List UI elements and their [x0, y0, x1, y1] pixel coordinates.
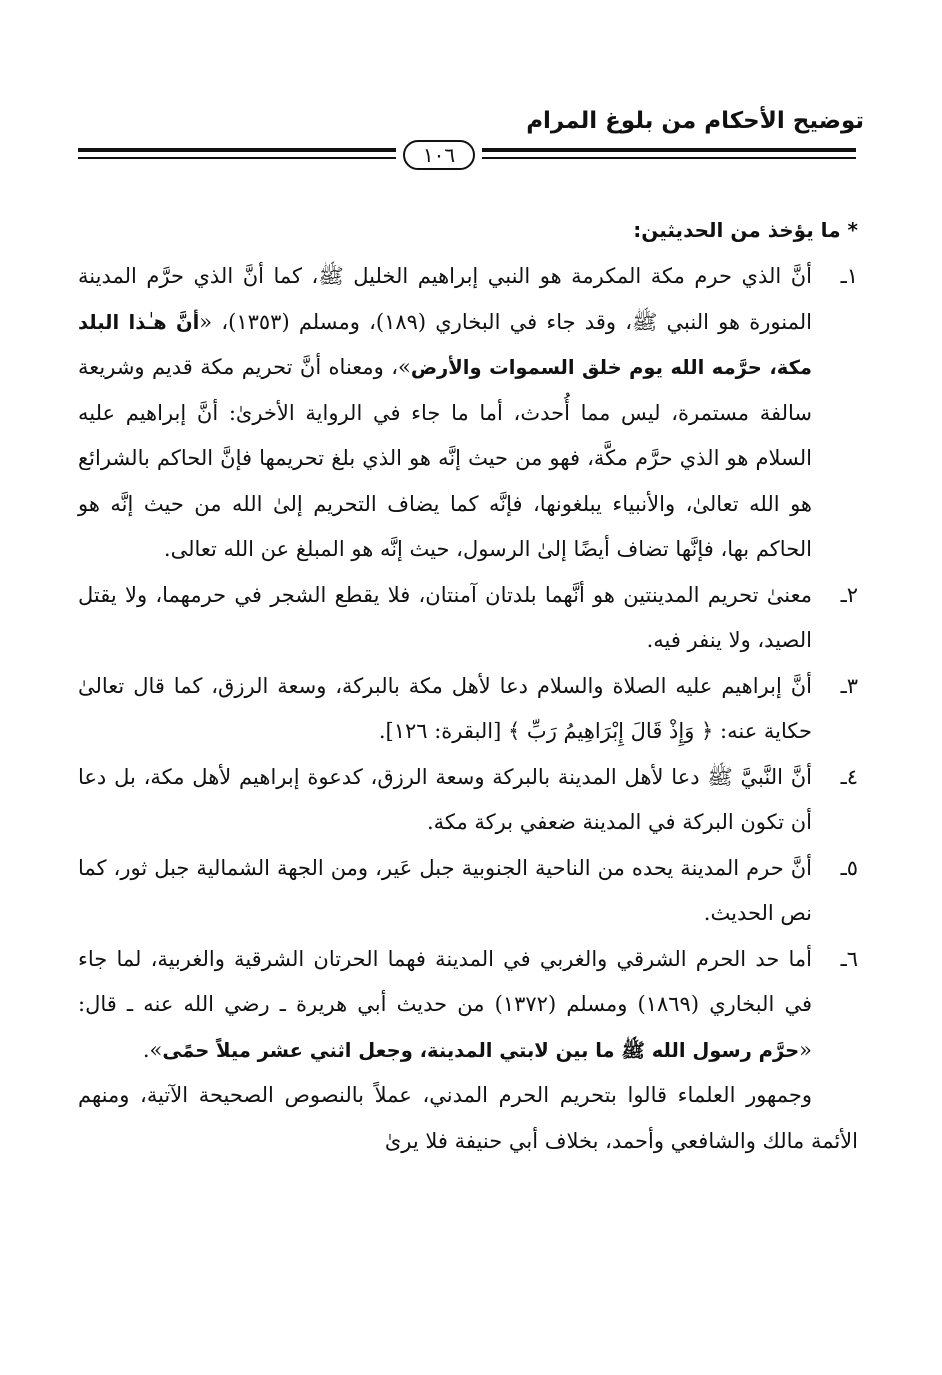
list-item-text-continued: ». — [142, 1037, 163, 1062]
list-item-number: ٣ـ — [840, 673, 858, 698]
closing-paragraph: وجمهور العلماء قالوا بتحريم الحرم المدني، عملاً بالنصوص الصحيحة الآتية، ومنهم الأئمة مالك والشافعي وأحمد، بخلاف أبي حنيفة فلا يرىٰ — [78, 1083, 858, 1153]
list-item-text: أنَّ الذي حرم مكة المكرمة هو النبي إبراهيم الخليل ﷺ، كما أنَّ الذي حرَّم المدينة المنورة هو النبي ﷺ، وقد جاء في البخاري (١٨٩)، ومسلم (١٣٥٣)، « — [78, 264, 812, 334]
list-item-text-continued: »، ومعناه أنَّ تحريم مكة قديم وشريعة سالفة مستمرة، ليس مما أُحدث، أما ما جاء في الرواية الأخرىٰ: أنَّ إبراهيم عليه السلام هو الذي حرَّم مكَّة، فهو من حيث إنَّه هو الذي بلغ تحريمها فإنَّ الحاكم بالشرائع هو الله تعالىٰ، والأنبياء يبلغونها، فإنَّه كما يضاف التحريم إلىٰ الله من حيث إنَّه هو الحاكم بها، فإنَّها تضاف أيضًا إلىٰ الرسول، حيث إنَّه هو المبلغ عن الله تعالى. — [78, 355, 812, 561]
list-item — [78, 573, 858, 664]
hadith-quote: حرَّم رسول الله ﷺ ما بين لابتي المدينة، وجعل اثني عشر ميلاً حمًى — [162, 1038, 800, 1062]
list-item-text: أنَّ إبراهيم عليه الصلاة والسلام دعا لأهل مكة بالبركة، وسعة الرزق، كما قال تعالىٰ حكاية عنه: ﴿ وَإِذْ قَالَ إِبْرَاهِيمُ رَبِّ ﴾ [البقرة: ١٢٦]. — [78, 673, 812, 743]
list-item-number: ١ـ — [840, 264, 858, 288]
list-item-number: ٦ـ — [840, 946, 858, 971]
list-item-number: ٤ـ — [840, 764, 858, 789]
list-item-text: أنَّ حرم المدينة يحده من الناحية الجنوبية جبل عَير، ومن الجهة الشمالية جبل ثور، كما نص الحديث. — [78, 855, 812, 925]
page-number: ١٠٦ — [403, 140, 475, 170]
list-item-text: أنَّ النَّبيَّ ﷺ دعا لأهل المدينة بالبركة وسعة الرزق، كدعوة إبراهيم لأهل مكة، بل دعا أن تكون البركة في المدينة ضعفي بركة مكة. — [78, 764, 812, 834]
list-item-number: ٥ـ — [840, 855, 858, 880]
running-header-title: توضيح الأحكام من بلوغ المرام — [526, 108, 864, 134]
section-heading: * ما يؤخذ من الحديثين: — [633, 218, 858, 242]
list-item — [78, 937, 858, 1074]
list-item — [78, 755, 858, 846]
header-rule — [78, 140, 856, 170]
header-rule-left-thin — [78, 157, 396, 159]
list-item — [78, 846, 858, 937]
list-item-number: ٢ـ — [840, 582, 858, 607]
header-rule-right-thin — [482, 157, 856, 159]
page-body — [78, 206, 858, 1164]
header-rule-right-thick — [482, 148, 856, 152]
list-item-text: معنىٰ تحريم المدينتين هو أنَّهما بلدتان آمنتان، فلا يقطع الشجر في حرمهما، ولا يقتل الصيد، ولا ينفر فيه. — [78, 582, 812, 652]
list-item — [78, 664, 858, 755]
list-item-text: أما حد الحرم الشرقي والغربي في المدينة فهما الحرتان الشرقية والغربية، لما جاء في البخاري (١٨٦٩) ومسلم (١٣٧٢) من حديث أبي هريرة ـ رضي الله عنه ـ قال: « — [78, 946, 812, 1062]
list-item — [78, 254, 858, 573]
header-rule-left-thick — [78, 148, 396, 152]
hadith-quote: أنَّ هـٰذا البلد مكة، حرَّمه الله يوم خلق السموات والأرض — [78, 310, 812, 379]
